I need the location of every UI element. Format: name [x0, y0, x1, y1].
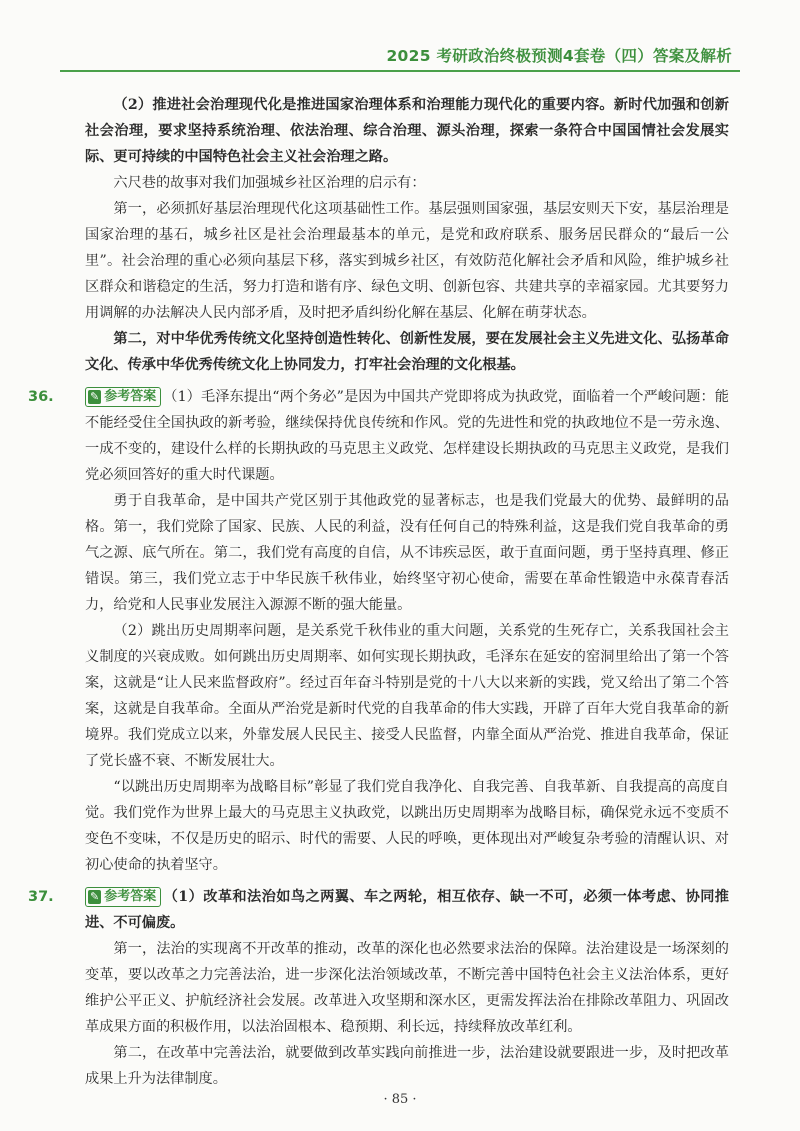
edit-icon: ✎: [90, 890, 100, 903]
answer-text: （1）改革和法治如鸟之两翼、车之两轮，相互依存、缺一不可，必须一体考虑、协同推进、不可偏废。: [85, 889, 729, 931]
paragraph-self-revolution: 勇于自我革命，是中国共产党区别于其他政党的显著标志，也是我们党最大的优势、最鲜明的品格。第一，我们党除了国家、民族、人民的利益，没有任何自己的特殊利益，这是我们党自我革命的勇气之源、底气所在。第二，我们党有高度的自信，从不讳疾忌医，敢于直面问题，勇于坚持真理、修正错误。第三，我们党立志于中华民族千秋伟业，始终坚守初心使命，需要在革命性锻造中永葆青春活力，给党和人民事业发展注入源源不断的强大能量。: [85, 493, 729, 613]
paragraph-first-point: 第一，必须抓好基层治理现代化这项基础性工作。基层强则国家强，基层安则天下安，基层治理是国家治理的基石，城乡社区是社会治理最基本的单元，是党和政府联系、服务居民群众的“最后一公里”。社会治理的重心必须向基层下移，落实到城乡社区，有效防范化解社会矛盾和风险，维护城乡社区群众和谐稳定的生活，努力打造和谐有序、绿色文明、创新包容、共建共享的幸福家园。尤其要努力用调解的办法解决人民内部矛盾，及时把矛盾纠纷化解在基层、化解在萌芽状态。: [85, 201, 729, 321]
paragraph-second-point: 第二，对中华优秀传统文化坚持创造性转化、创新性发展，要在发展社会主义先进文化、弘扬革命文化、传承中华优秀传统文化上协同发力，打牢社会治理的文化根基。: [85, 331, 729, 373]
question-37: [28, 884, 729, 936]
paragraph-improve-law: 第二，在改革中完善法治，就要做到改革实践向前推进一步，法治建设就要跟进一步，及时把改革成果上升为法律制度。: [85, 1045, 729, 1087]
paragraph-lead: 六尺巷的故事对我们加强城乡社区治理的启示有：: [113, 175, 426, 191]
question-36: [28, 384, 729, 488]
header-divider: [60, 70, 740, 72]
header-title: 2025 考研政治终极预测4套卷（四）答案及解析: [386, 47, 732, 65]
paragraph-strategic-goal: “以跳出历史周期率为战略目标”彰显了我们党自我净化、自我完善、自我革新、自我提高的高度自觉。我们党作为世界上最大的马克思主义执政党，以跳出历史周期率为战略目标，确保党永远不变质不变色不变味，不仅是历史的昭示、时代的需要、人民的呼唤，更体现出对严峻复杂考验的清醒认识、对初心使命的执着坚守。: [85, 779, 729, 873]
paragraph-social-governance: （2）推进社会治理现代化是推进国家治理体系和治理能力现代化的重要内容。新时代加强和创新社会治理，要求坚持系统治理、依法治理、综合治理、源头治理，探索一条符合中国国情社会发展实际、更可持续的中国特色社会主义社会治理之路。: [85, 97, 729, 165]
answer-badge: ✎ 参考答案: [85, 387, 161, 407]
paragraph-reform-rule-of-law: 第一，法治的实现离不开改革的推动，改革的深化也必然要求法治的保障。法治建设是一场深刻的变革，要以改革之力完善法治，进一步深化法治领域改革，不断完善中国特色社会主义法治体系，更好维护公平正义、护航经济社会发展。改革进入攻坚期和深水区，更需发挥法治在排除改革阻力、巩固改革成果方面的积极作用，以法治固根本、稳预期、利长远，持续释放改革红利。: [85, 941, 729, 1035]
answer-badge: ✎ 参考答案: [85, 887, 161, 907]
answer-text: （1）毛泽东提出“两个务必”是因为中国共产党即将成为执政党，面临着一个严峻问题：能不能经受住全国执政的新考验，继续保持优良传统和作风。党的先进性和党的执政地位不是一劳永逸、一成不变的，建设什么样的长期执政的马克思主义政党、怎样建设长期执政的马克思主义政党，是我们党必须回答好的重大时代课题。: [85, 389, 729, 483]
answer-content: [28, 92, 729, 1092]
question-number: 36.: [28, 389, 54, 405]
paragraph-historical-cycle: （2）跳出历史周期率问题，是关系党千秋伟业的重大问题，关系党的生死存亡，关系我国社会主义制度的兴衰成败。如何跳出历史周期率、如何实现长期执政，毛泽东在延安的窑洞里给出了第一个答案，这就是“让人民来监督政府”。经过百年奋斗特别是党的十八大以来新的实践，党又给出了第二个答案，这就是自我革命。全面从严治党是新时代党的自我革命的伟大实践，开辟了百年大党自我革命的新境界。我们党成立以来，外靠发展人民民主、接受人民监督，内靠全面从严治党、推进自我革命，保证了党长盛不衰、不断发展壮大。: [85, 623, 729, 769]
page-number: · 85 ·: [383, 1092, 417, 1107]
question-number: 37.: [28, 889, 54, 905]
edit-icon: ✎: [90, 390, 100, 403]
